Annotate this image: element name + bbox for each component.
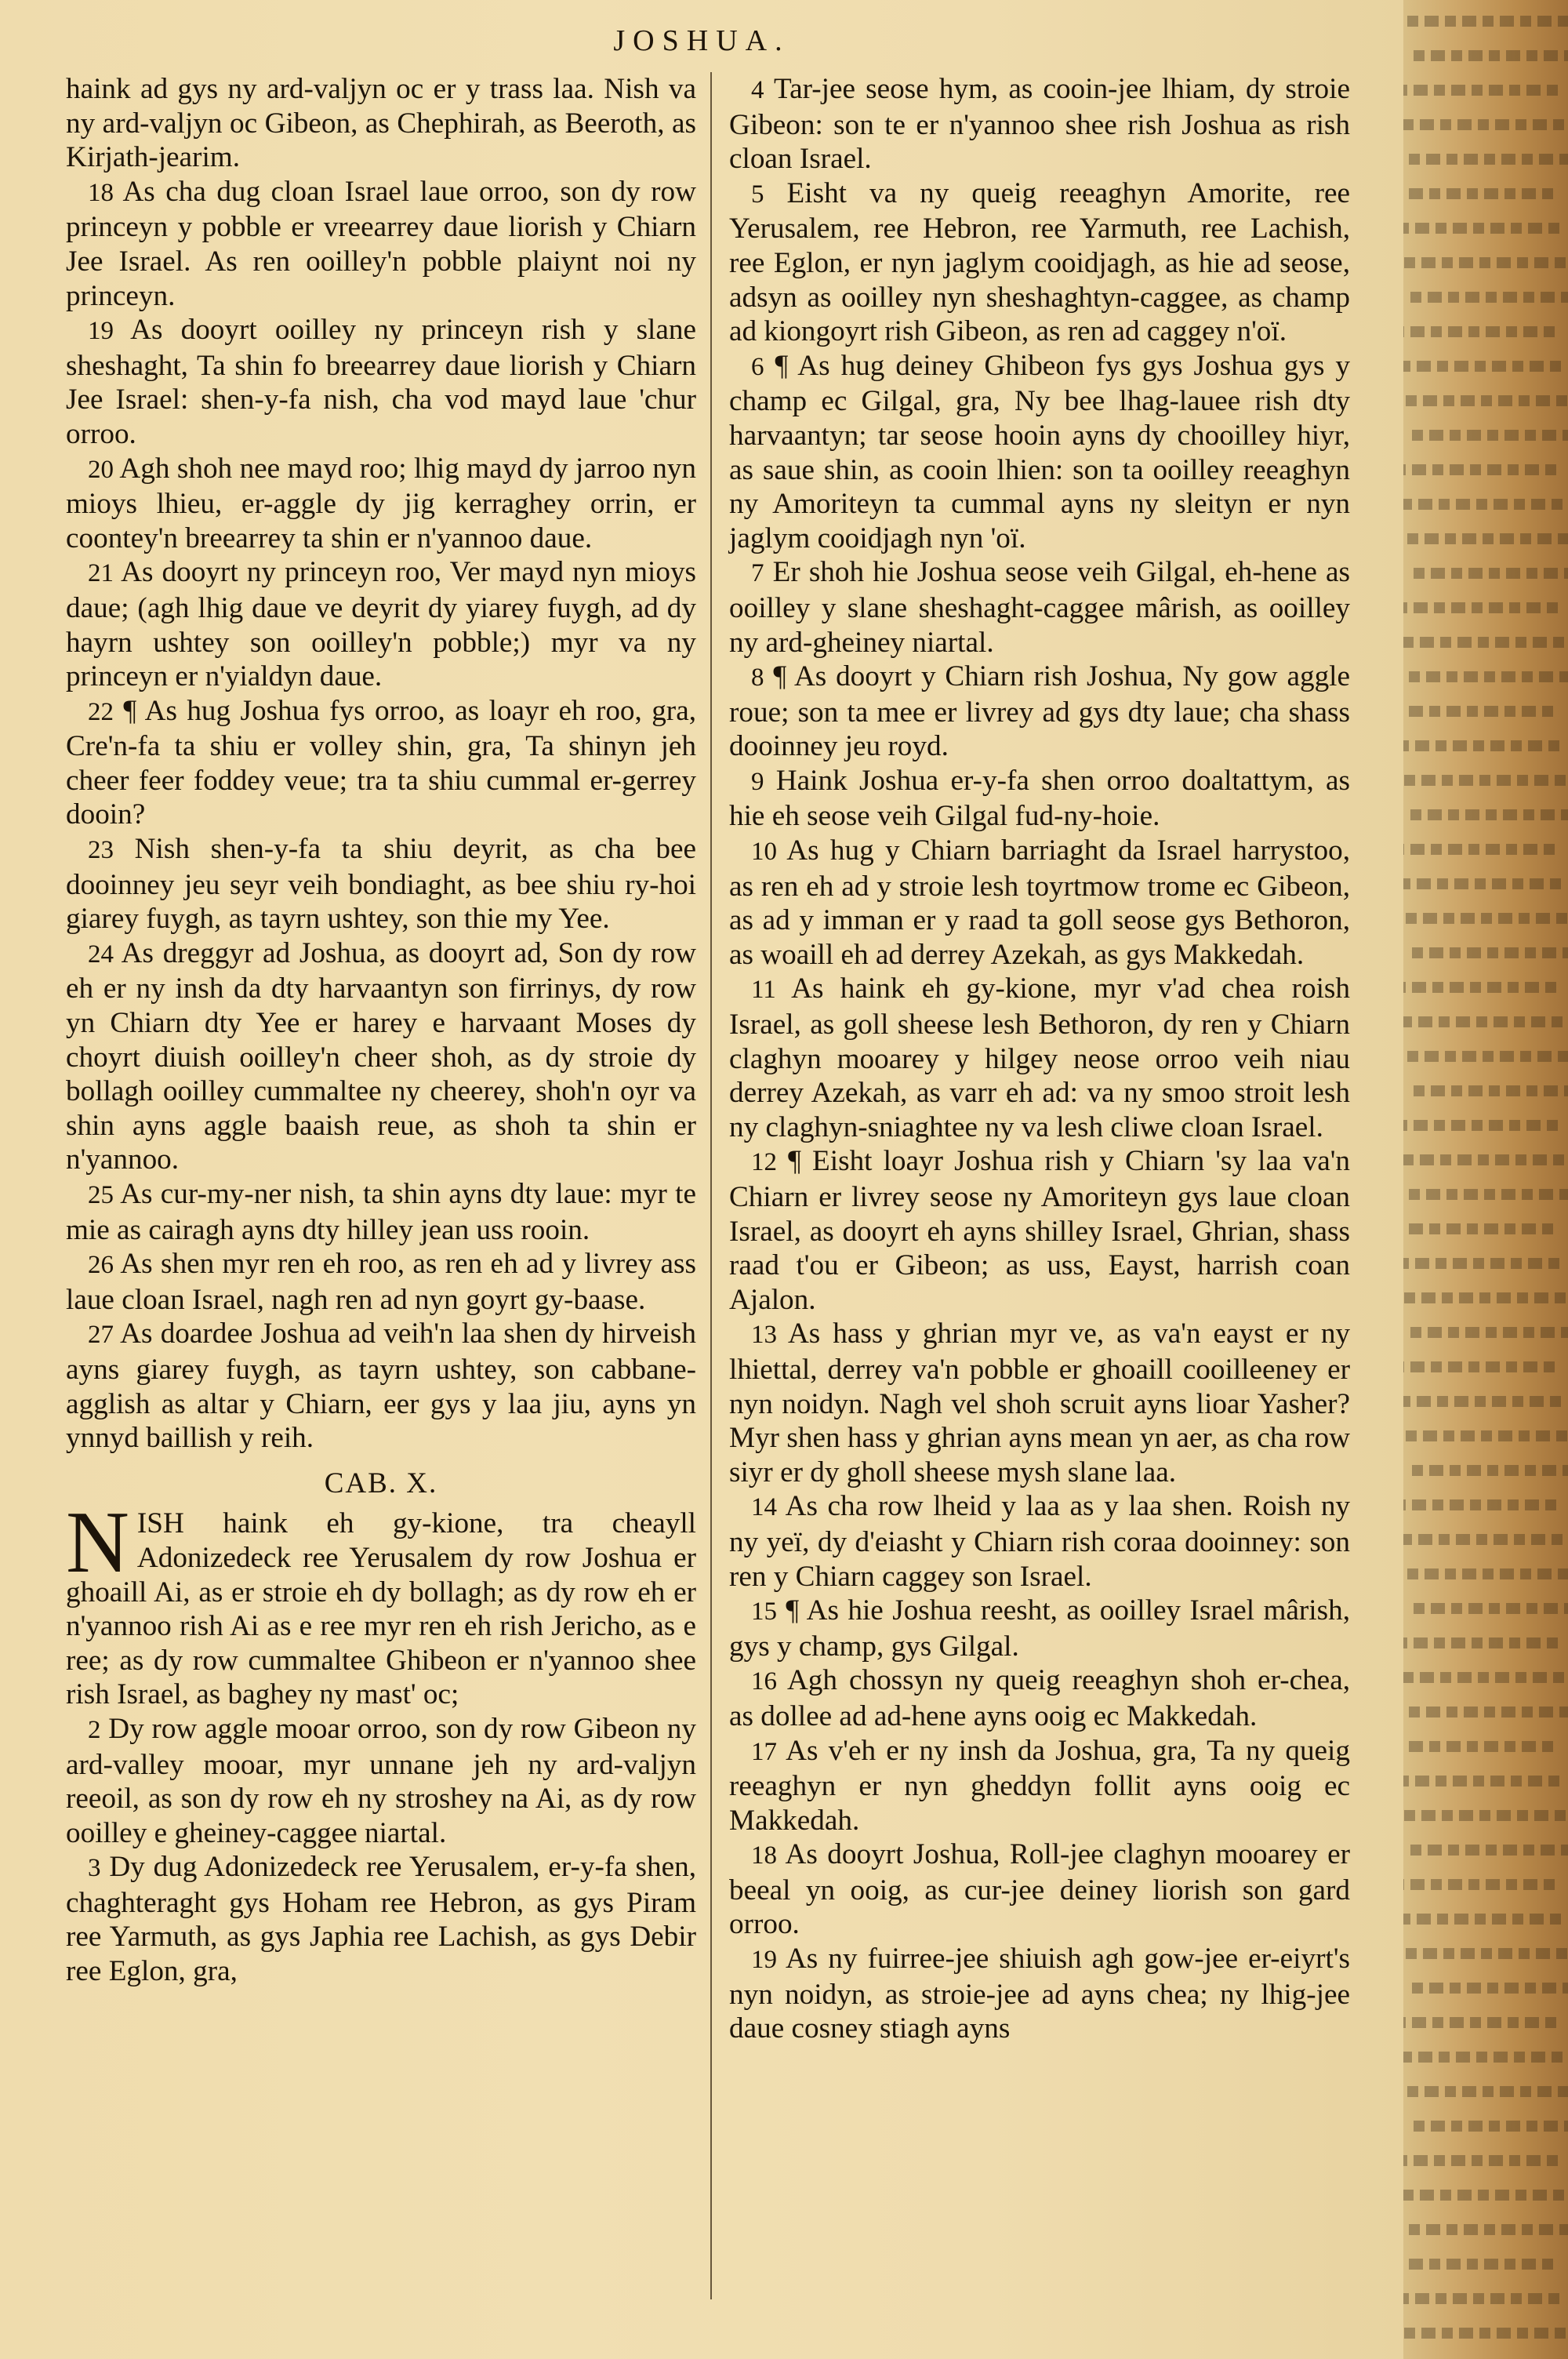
verse-text: Dy row aggle mooar orroo, son dy row Gibeon ny ard-valley mooar, myr unnane jeh ny ard-valjyn reeoil, as son dy row eh ny stroshey na Ai, as dy row ooilley e gheiney-caggee niartal.	[66, 1712, 696, 1849]
ghost-text-line	[1403, 878, 1564, 889]
ghost-text-line	[1403, 1223, 1556, 1234]
ghost-text-line	[1404, 2328, 1568, 2339]
verse-text: Nish shen-y-fa ta shiu deyrit, as cha bee dooinney jeu seyr veih bondiaght, as bee shiu ry-hoi giarey fuygh, as tayrn ushtey, son thie my Yee.	[66, 833, 697, 936]
verse-text: ¶ Eisht loayr Joshua rish y Chiarn 'sy laa va'n Chiarn er livrey seose ny Amoriteyn gys laue cloan Israel, as dooyrt eh ayns shilley Israel, Ghrian, shass raad t'ou er Gibeon; as uss, Eayst, harrish coan Ajalon.	[729, 1145, 1351, 1316]
verse-paragraph	[729, 764, 1350, 834]
verse-text: ¶ As hug Joshua fys orroo, as loayr eh roo, gra, Cre'n-fa ta shiu er volley shin, gra, Ta shinyn jeh cheer feer foddey veue; tra ta shiu cummal er-gerrey dooin?	[66, 694, 696, 831]
ghost-text-line	[1403, 1396, 1564, 1407]
verse-text: Dy dug Adonizedeck ree Yerusalem, er-y-fa shen, chaghteraght gys Hoham ree Hebron, as gys Piram ree Yarmuth, as gys Japhia ree Lachish, as gys Debir ree Eglon, gra,	[66, 1851, 697, 1988]
ghost-text-line	[1403, 85, 1561, 96]
verse-text: As doardee Joshua ad veih'n laa shen dy hirveish ayns giarey fuygh, as tayrn ushtey, son cabbane-agglish as altar y Chiarn, eer gys y laa jiu, ayns yn ynnyd baillish y reih.	[66, 1318, 696, 1455]
ghost-text-line	[1409, 1189, 1568, 1200]
ghost-text-line	[1414, 50, 1568, 61]
ghost-text-line	[1403, 188, 1556, 199]
verse-paragraph	[729, 555, 1350, 660]
verse-text: As haink eh gy-kione, myr v'ad chea roish Israel, as goll sheese lesh Bethoron, dy ren y Chiarn claghyn mooarey y hilgey neose orroo veih niau derrey Azekah, as varr eh ad: va ny smoo stroit lesh ny claghyn-sniaghtee ny va lesh cliwe cloan Israel.	[729, 972, 1350, 1143]
verse-text: Agh chossyn ny queig reeaghyn shoh er-chea, as dollee ad ad-hene ayns ooig ec Makkedah.	[729, 1664, 1350, 1732]
verse-number: 7	[751, 559, 764, 588]
ghost-text-line	[1407, 1051, 1568, 1062]
ghost-text-line	[1410, 1327, 1568, 1338]
ghost-text-line	[1403, 1361, 1558, 1372]
verse-text: Tar-jee seose hym, as cooin-jee lhiam, dy stroie Gibeon: son te er n'yannoo shee rish Joshua as rish cloan Israel.	[729, 73, 1350, 176]
verse-number: 6	[751, 352, 764, 381]
ghost-text-line	[1407, 16, 1568, 27]
ghost-text-line	[1404, 257, 1568, 268]
ghost-text-line	[1403, 2190, 1567, 2201]
ghost-text-line	[1403, 119, 1567, 130]
ghost-text-line	[1403, 1741, 1556, 1752]
ghost-text-line	[1406, 395, 1568, 406]
verse-number: 21	[88, 559, 114, 588]
verse-text: As dreggyr ad Joshua, as dooyrt ad, Son dy row eh er ny insh da dty harvaantyn son firrinys, dy row yn Chiarn dty Yee er harey e harvaant Moses dy choyrt diuish ooilley'n cheer shoh, as dy stroie dy bollagh ooilley cummaltee ny cheerey, shoh'n oyr va shin ayns aggle baaish reue, as shoh ta shin er n'yannoo.	[66, 936, 696, 1176]
column-divider	[710, 72, 712, 2299]
verse-number: 13	[751, 1321, 777, 1350]
verse-text: Agh shoh nee mayd roo; lhig mayd dy jarroo nyn mioys lhieu, er-aggle dy jig kerraghey orrin, er coontey'n breearrey ta shin er n'yannoo daue.	[66, 452, 696, 554]
verse-text: As cur-my-ner nish, ta shin ayns dty laue: myr te mie as cairagh ayns dty hilley jean uss rooin.	[66, 1178, 696, 1246]
ghost-text-line	[1403, 1154, 1567, 1165]
ghost-text-line	[1403, 2259, 1556, 2270]
ghost-text-line	[1412, 1465, 1568, 1476]
verse-paragraph	[729, 1663, 1350, 1733]
ghost-text-line	[1403, 1120, 1561, 1131]
ghost-text-line	[1406, 1430, 1568, 1441]
verse-paragraph	[66, 1850, 696, 1988]
page-header-title: JOSHUA.	[613, 24, 790, 57]
ghost-text-line	[1403, 1672, 1567, 1683]
verse-paragraph	[729, 834, 1350, 972]
verse-text: As cha dug cloan Israel laue orroo, son dy row princeyn y pobble er vreearrey daue liorish y Chiarn Jee Israel. As ren ooilley'n pobble plaiynt noi ny princeyn.	[66, 175, 697, 312]
verse-number: 11	[751, 976, 776, 1005]
verse-number: 19	[88, 317, 114, 346]
verse-paragraph	[729, 972, 1350, 1144]
ghost-text-line	[1403, 844, 1558, 855]
ghost-text-line	[1403, 1258, 1563, 1269]
verse-paragraph	[729, 1942, 1350, 2046]
ghost-text-line	[1403, 602, 1561, 613]
ghost-text-line	[1403, 1016, 1566, 1027]
verse-number: 16	[751, 1667, 777, 1696]
verse-number: 27	[88, 1321, 114, 1350]
verse-paragraph	[729, 1144, 1350, 1317]
ghost-text-line	[1403, 1776, 1563, 1787]
ghost-text-line	[1407, 1568, 1568, 1579]
verse-paragraph	[66, 555, 696, 693]
ghost-text-line	[1410, 809, 1568, 820]
verse-paragraph	[729, 1317, 1350, 1489]
ghost-text-line	[1414, 568, 1568, 579]
verse-text: Er shoh hie Joshua seose veih Gilgal, eh-hene as ooilley y slane sheshaght-caggee mârish, as ooilley ny ard-gheiney niartal.	[729, 556, 1351, 659]
verse-paragraph	[729, 176, 1350, 349]
verse-paragraph	[66, 1317, 696, 1455]
ghost-text-line	[1406, 913, 1568, 924]
ghost-text-line	[1414, 1085, 1568, 1096]
verse-text: As cha row lheid y laa as y laa shen. Roish ny ny yeï, dy d'eiasht y Chiarn rish coraa dooinney: son ren y Chiarn caggey son Israel.	[729, 1490, 1351, 1593]
verse-number: 20	[88, 455, 114, 484]
ghost-text-line	[1403, 361, 1564, 372]
adjacent-page-edge	[1403, 0, 1568, 2359]
ghost-text-line	[1403, 2052, 1566, 2063]
verse-paragraph	[729, 1837, 1350, 1942]
verse-paragraph	[66, 1712, 696, 1850]
chapter-intro-paragraph	[66, 1494, 696, 1712]
verse-number: 4	[751, 76, 764, 104]
drop-cap-letter: N	[66, 1494, 129, 1592]
verse-paragraph	[66, 72, 696, 175]
verse-paragraph	[66, 313, 696, 451]
ghost-text-line	[1403, 1914, 1564, 1925]
ghost-text-line	[1409, 154, 1568, 165]
verse-paragraph	[729, 1734, 1350, 1838]
ghost-text-line	[1412, 430, 1568, 441]
verse-number: 22	[88, 697, 114, 726]
verse-number: 8	[751, 663, 764, 692]
ghost-text-line	[1409, 2224, 1568, 2235]
ghost-text-line	[1412, 947, 1568, 958]
ghost-text-line	[1414, 1603, 1568, 1614]
ghost-text-line	[1403, 1879, 1558, 1890]
ghost-text-line	[1403, 464, 1559, 475]
verse-number: 14	[751, 1493, 777, 1522]
ghost-text-line	[1404, 1292, 1568, 1303]
ghost-text-line	[1407, 2086, 1568, 2097]
ghost-text-line	[1403, 223, 1563, 234]
verse-text: Haink Joshua er-y-fa shen orroo doaltattym, as hie eh seose veih Gilgal fud-ny-hoie.	[729, 764, 1350, 833]
verse-paragraph	[66, 832, 696, 936]
ghost-text-line	[1403, 2293, 1563, 2304]
ghost-text-line	[1403, 1499, 1559, 1510]
ghost-text-line	[1403, 982, 1559, 993]
verse-text: As dooyrt Joshua, Roll-jee claghyn mooarey er beeal yn ooig, as cur-jee deiney liorish son gard orroo.	[729, 1838, 1350, 1941]
verse-number: 19	[751, 1946, 777, 1975]
verse-paragraph	[66, 1177, 696, 1247]
verse-number: 3	[88, 1854, 101, 1883]
verse-text: As v'eh er ny insh da Joshua, gra, Ta ny queig reeaghyn er nyn gheddyn follit ayns ooig ec Makkedah.	[729, 1734, 1350, 1837]
verse-text: As dooyrt ooilley ny princeyn rish y slane sheshaght, Ta shin fo breearrey daue liorish y Chiarn Jee Israel: shen-y-fa nish, cha vod mayd laue 'chur orroo.	[66, 314, 696, 450]
verse-text: ¶ As dooyrt y Chiarn rish Joshua, Ny gow aggle roue; son ta mee er livrey ad gys dty laue; cha shass dooinney jeu royd.	[729, 660, 1351, 763]
ghost-text-line	[1403, 1534, 1566, 1545]
ghost-text-line	[1410, 1845, 1568, 1856]
verse-paragraph	[66, 1247, 696, 1317]
ghost-text-line	[1407, 533, 1568, 544]
ghost-text-line	[1409, 671, 1568, 682]
ghost-text-line	[1403, 499, 1566, 510]
verse-text: As hass y ghrian myr ve, as va'n eayst er ny lhiettal, derrey va'n pobble er ghoaill cooilleeney er nyn noidyn. Nagh vel shoh scruit ayns lioar Yasher? Myr shen hass y ghrian ayns mean yn aer, as cha row siyr er dy gholl sheese mysh slane laa.	[729, 1318, 1351, 1488]
verse-paragraph	[66, 694, 696, 832]
left-column	[66, 72, 696, 1989]
ghost-text-line	[1404, 775, 1568, 786]
chapter-intro-text: ISH haink eh gy-kione, tra cheayll Adonizedeck ree Yerusalem dy row Joshua er ghoaill Ai, as er stroie eh dy bollagh; as dy row eh er n'yannoo rish Ai as e ree myr ren eh rish Jericho, as e ree; as dy row cummaltee Ghibeon er n'yannoo shee rish Israel, as baghey ny mast' oc;	[66, 1507, 696, 1711]
ghost-text-line	[1403, 740, 1563, 751]
verse-paragraph	[66, 452, 696, 556]
verse-text: haink ad gys ny ard-valjyn oc er y trass laa. Nish va ny ard-valjyn oc Gibeon, as Chephirah, as Beeroth, as Kirjath-jearim.	[66, 73, 696, 174]
right-column	[729, 72, 1350, 2046]
verse-text: ¶ As hie Joshua reesht, as ooilley Israel mârish, gys y champ, gys Gilgal.	[729, 1594, 1350, 1663]
verse-paragraph	[729, 660, 1350, 764]
ghost-text-line	[1410, 292, 1568, 303]
ghost-text-line	[1403, 2155, 1561, 2166]
ghost-text-line	[1404, 1810, 1568, 1821]
verse-text: ¶ As hug deiney Ghibeon fys gys Joshua gys y champ ec Gilgal, gra, Ny bee lhag-lauee rish dty harvaantyn; tar seose hooin ayns dy chooilley hiyr, as saue shin, as cooin lhien: son ta ooilley reeaghyn ny Amoriteyn ta cummal ayns ny sleityn er nyn jaglym cooidjagh nyn 'oï.	[729, 349, 1350, 554]
verse-text: As ny fuirree-jee shiuish agh gow-jee er-eiyrt's nyn noidyn, as stroie-jee ad ayns chea; ny lhig-jee daue cosney stiagh ayns	[729, 1943, 1350, 2045]
verse-number: 12	[751, 1148, 777, 1177]
verse-paragraph	[729, 1594, 1350, 1663]
ghost-text-line	[1403, 2017, 1559, 2028]
verse-number: 15	[751, 1598, 777, 1627]
ghost-text-line	[1403, 1637, 1561, 1648]
verse-paragraph	[66, 175, 696, 313]
verse-text: As dooyrt ny princeyn roo, Ver mayd nyn mioys daue; (agh lhig daue ve deyrit dy yiarey fuygh, ad dy hayrn ushtey son ooilley'n pobble;) myr va ny princeyn er n'yialdyn daue.	[66, 556, 697, 693]
verse-text: As hug y Chiarn barriaght da Israel harrystoo, as ren eh ad y stroie lesh toyrtmow trome ec Gibeon, as ad y imman er y raad ta goll seose gys Bethoron, as woaill eh ad derrey Azekah, as gys Makkedah.	[729, 834, 1350, 971]
verse-number: 23	[88, 836, 114, 865]
ghost-text-line	[1403, 326, 1558, 337]
verse-number: 10	[751, 838, 777, 867]
verse-number: 18	[88, 178, 114, 207]
verse-number: 25	[88, 1181, 114, 1209]
chapter-heading: CAB. X.	[324, 1467, 438, 1499]
verse-paragraph	[729, 72, 1350, 176]
verse-number: 18	[751, 1841, 777, 1870]
ghost-text-line	[1403, 706, 1556, 717]
verse-number: 17	[751, 1737, 777, 1766]
ghost-text-line	[1409, 1707, 1568, 1717]
verse-text: As shen myr ren eh roo, as ren eh ad y livrey ass laue cloan Israel, nagh ren ad nyn goyrt gy-baase.	[66, 1248, 697, 1316]
verse-number: 24	[88, 940, 114, 969]
verse-text: Eisht va ny queig reeaghyn Amorite, ree Yerusalem, ree Hebron, ree Yarmuth, ree Lachish, ree Eglon, er nyn jaglym cooidjagh, as hie ad seose, adsyn as ooilley nyn sheshaghtyn-caggee, as champ ad kiongoyrt rish Gibeon, as ren ad caggey n'oï.	[729, 176, 1350, 348]
ghost-text-line	[1414, 2121, 1568, 2132]
ghost-text-line	[1406, 1948, 1568, 1959]
verse-number: 5	[751, 180, 764, 209]
verse-number: 2	[88, 1715, 101, 1744]
ghost-text-line	[1403, 637, 1567, 648]
verse-paragraph	[66, 936, 696, 1177]
verse-number: 26	[88, 1251, 114, 1280]
verse-paragraph	[729, 1489, 1350, 1594]
ghost-text-line	[1412, 1983, 1568, 1994]
verse-paragraph	[729, 349, 1350, 556]
verse-number: 9	[751, 767, 764, 796]
